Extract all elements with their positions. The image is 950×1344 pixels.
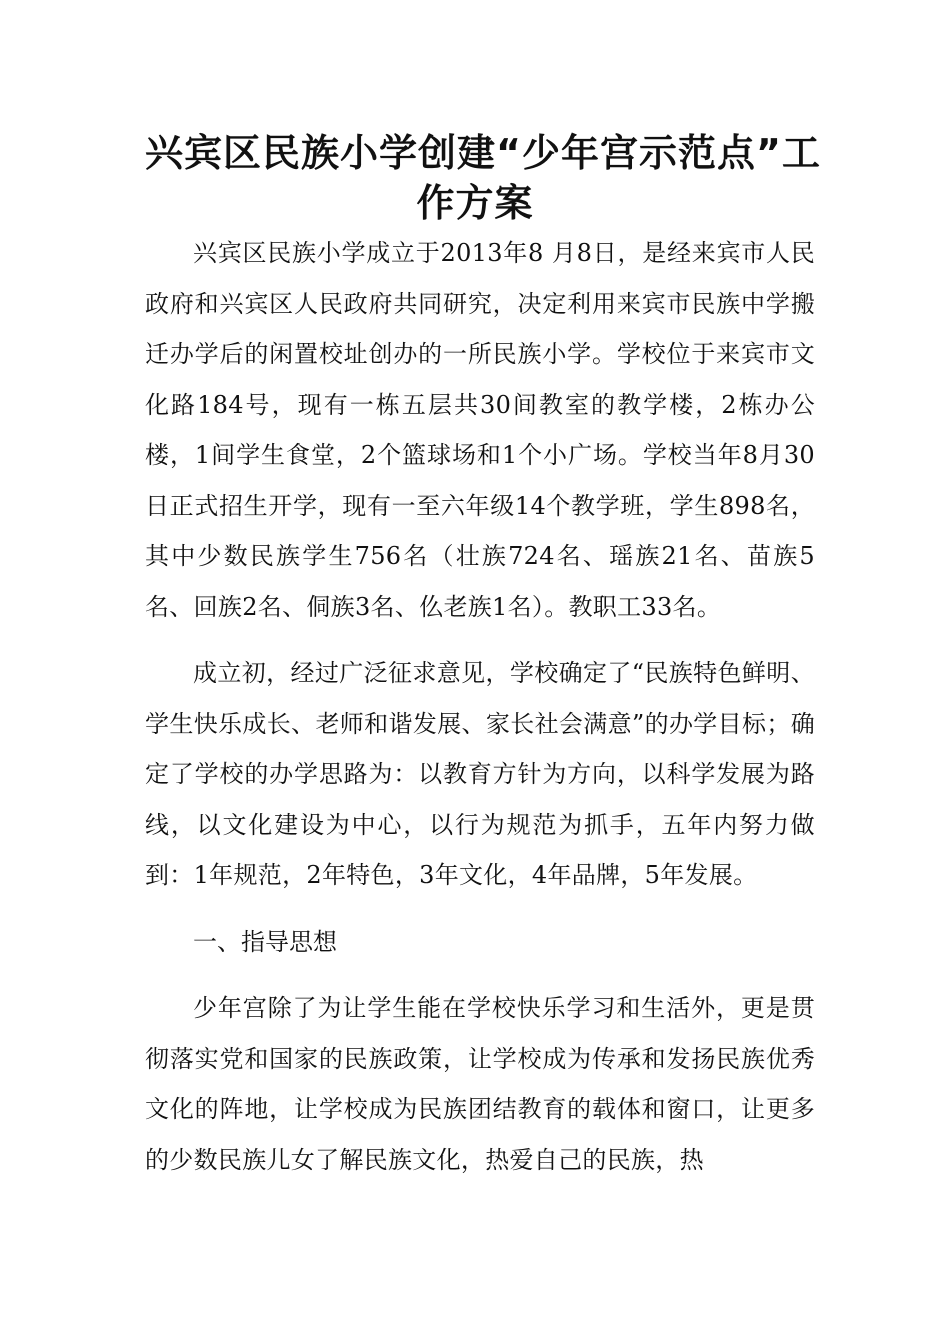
- document-title-line-2: 作方案: [416, 181, 534, 225]
- document-title-line-1: 兴宾区民族小学创建“少年宫示范点”工: [145, 131, 821, 175]
- document-title: [145, 128, 821, 228]
- paragraph-school-goals: 成立初，经过广泛征求意见，学校确定了“民族特色鲜明、学生快乐成长、老师和谐发展、家长社会满意”的办学目标；确定了学校的办学思路为：以教育方针为方向，以科学发展为路线，以文化建设为中心，以行为规范为抓手，五年内努力做到：1年规范，2年特色，3年文化，4年品牌，5年发展。: [145, 659, 815, 889]
- document-body: [145, 228, 815, 1185]
- section-heading-guiding-ideology: 一、指导思想: [193, 927, 337, 956]
- paragraph-guiding-ideology: 少年宫除了为让学生能在学校快乐学习和生活外，更是贯彻落实党和国家的民族政策，让学校成为传承和发扬民族优秀文化的阵地，让学校成为民族团结教育的载体和窗口，让更多的少数民族儿女了解民族文化，热爱自己的民族，热: [145, 994, 815, 1174]
- paragraph-school-intro: 兴宾区民族小学成立于2013年8 月8日，是经来宾市人民政府和兴宾区人民政府共同研究，决定利用来宾市民族中学搬迁办学后的闲置校址创办的一所民族小学。学校位于来宾市文化路184号，现有一栋五层共30间教室的教学楼，2栋办公楼，1间学生食堂，2个篮球场和1个小广场。学校当年8月30日正式招生开学，现有一至六年级14个教学班，学生898名，其中少数民族学生756名（壮族724名、瑶族21名、苗族5名、回族2名、侗族3名、仫老族1名）。教职工33名。: [145, 239, 815, 621]
